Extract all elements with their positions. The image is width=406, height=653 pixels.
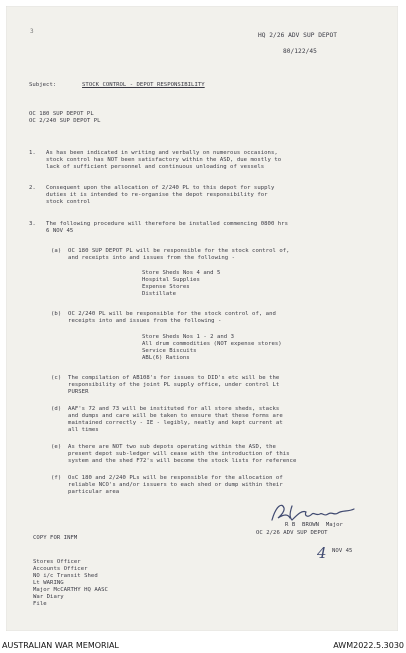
item-e-line: (e) As there are NOT two sub depots operating within the ASD, the [51, 444, 276, 450]
item-a-list-entry: Expense Stores [142, 284, 190, 290]
addressee-line: OC 180 SUP DEPOT PL [29, 111, 94, 117]
paragraph-2-line: duties it is intended to re-organise the depot responsibility for [29, 192, 268, 198]
archive-footer [0, 633, 406, 653]
distribution-entry: Stores Officer [33, 559, 81, 565]
distribution-entry: File [33, 601, 47, 607]
item-b-list-entry: All drum commodities (NOT expense stores) [142, 341, 282, 347]
paragraph-1-line: stock control has NOT been satisfactory within the ASD, due mostly to [29, 157, 282, 163]
item-a-list-entry: Distillate [142, 291, 177, 297]
subject-label: Subject: [29, 82, 57, 88]
date-day-handwritten: 4 [317, 544, 327, 562]
distribution-entry: Major McCARTHY HQ AASC [33, 587, 108, 593]
item-f-line: (f) OsC 180 and 2/240 PLs will be responsible for the allocation of [51, 475, 283, 481]
distribution-entry: NO i/c Transit Shed [33, 573, 98, 579]
distribution-entry: Accounts Officer [33, 566, 88, 572]
distribution-entry: War Diary [33, 594, 64, 600]
item-f-line: particular area [51, 489, 120, 495]
paragraph-3-line: 3. The following procedure will therefore be installed commencing 0800 hrs [29, 221, 288, 227]
paragraph-1-line: lack of sufficient personnel and continuous unloading of vessels [29, 164, 265, 170]
item-b-list-entry: Service Biscuits [142, 348, 197, 354]
item-c-line: (c) The compilation of AB108's for issues to DID's etc will be the [51, 375, 280, 381]
archive-name: AUSTRALIAN WAR MEMORIAL [2, 641, 119, 650]
subject-title: STOCK CONTROL - DEPOT RESPONSIBILITY [82, 82, 205, 88]
item-a-line: (a) OC 180 SUP DEPOT PL will be responsible for the stock control of, [51, 248, 290, 254]
item-d-line: (d) AAF's 72 and 73 will be instituted for all store sheds, stacks [51, 406, 280, 412]
item-b-list-entry: Store Sheds Nos 1 - 2 and 3 [142, 334, 235, 340]
header-reference: 80/122/45 [283, 48, 317, 55]
item-e-line: system and the shed F72's will become the stock lists for reference [51, 458, 297, 464]
copy-for-label: COPY FOR INFM [33, 535, 78, 541]
distribution-entry: Lt WARING [33, 580, 64, 586]
corner-mark: 3 [30, 28, 34, 35]
header-unit: HQ 2/26 ADV SUP DEPOT [258, 32, 338, 39]
item-a-list-entry: Hospital Supplies [142, 277, 200, 283]
item-b-list-entry: ABL(6) Rations [142, 355, 190, 361]
item-a-line: and receipts into and issues from the following - [51, 255, 236, 261]
item-a-list-entry: Store Sheds Nos 4 and 5 [142, 270, 221, 276]
item-c-line: responsibility of the joint PL supply office, under control Lt [51, 382, 280, 388]
paragraph-3-line: 6 NOV 45 [29, 228, 74, 234]
document-page [6, 6, 398, 631]
signature-date: NOV 45 [332, 548, 353, 554]
paragraph-2-line: stock control [29, 199, 91, 205]
paragraph-2-line: 2. Consequent upon the allocation of 2/240 PL to this depot for supply [29, 185, 275, 191]
handwritten-signature [268, 500, 358, 524]
signature-unit: OC 2/26 ADV SUP DEPOT [256, 530, 328, 536]
signature-name: R B BROWN Major [285, 522, 343, 528]
paragraph-1-line: 1. As has been indicated in writing and verbally on numerous occasions, [29, 150, 278, 156]
archive-accession-number: AWM2022.5.3030 [333, 641, 404, 650]
item-d-line: all times [51, 427, 99, 433]
item-f-line: reliable NCO's and/or issuers to each shed or dump within their [51, 482, 283, 488]
item-d-line: and dumps and care will be taken to ensure that these forms are [51, 413, 283, 419]
item-b-line: receipts into and issues from the following - [51, 318, 222, 324]
item-b-line: (b) OC 2/240 PL will be responsible for the stock control of, and [51, 311, 276, 317]
addressee-line: OC 2/240 SUP DEPOT PL [29, 118, 101, 124]
item-c-line: PURSER [51, 389, 89, 395]
item-d-line: maintained correctly - IE - legibly, neatly and kept current at [51, 420, 283, 426]
item-e-line: present depot sub-ledger will cease with the introduction of this [51, 451, 290, 457]
